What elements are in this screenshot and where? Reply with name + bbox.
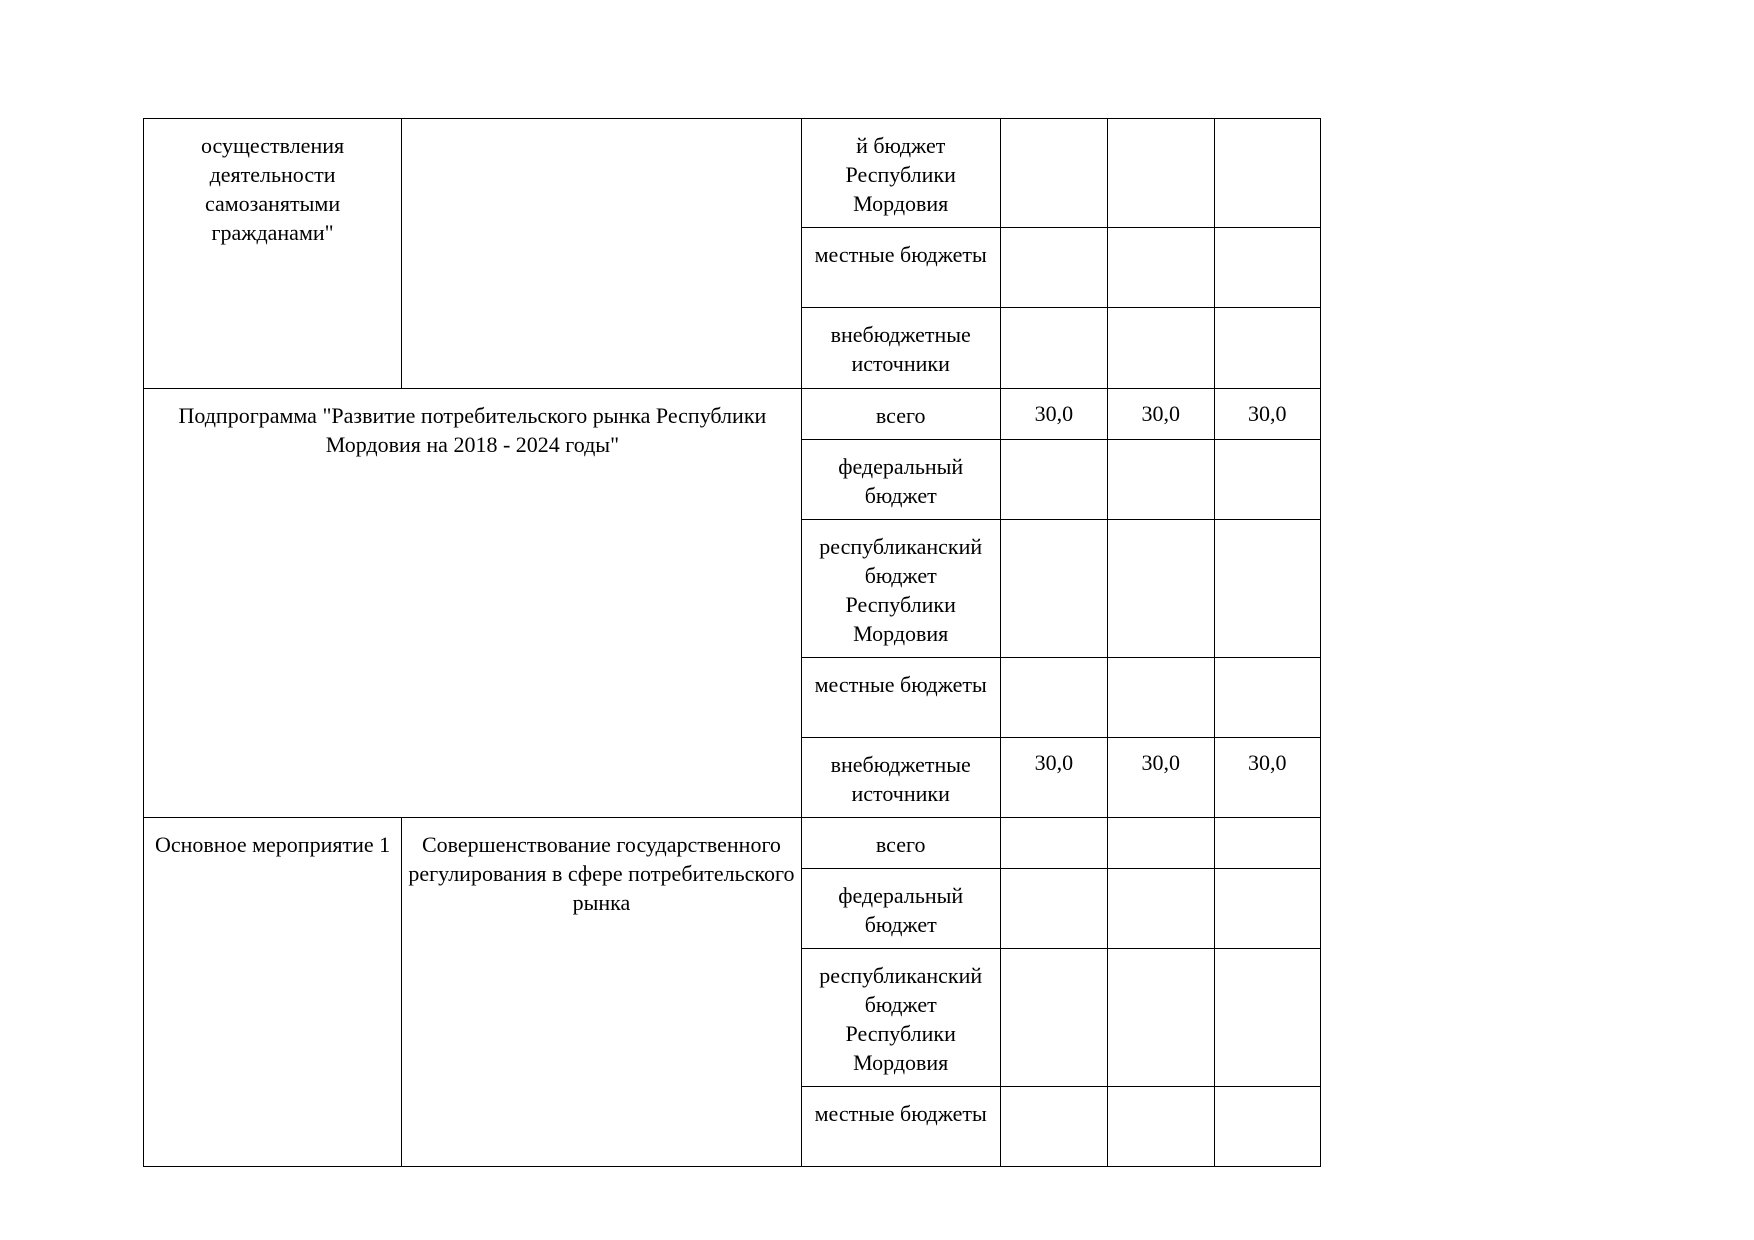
value-cell [1108, 119, 1214, 228]
value-cell [1214, 228, 1320, 308]
value-cell [1108, 520, 1214, 658]
funding-source-cell: республиканский бюджет Республики Мордовия [801, 949, 1000, 1087]
value-cell: 30,0 [1000, 389, 1107, 440]
funding-source-cell: всего [801, 818, 1000, 869]
value-cell: 30,0 [1214, 389, 1320, 440]
value-cell [1000, 119, 1107, 228]
program-name-cell: осуществления деятельности самозанятыми гражданами" [144, 119, 402, 389]
value-cell [1108, 818, 1214, 869]
value-cell [1214, 1087, 1320, 1167]
value-cell [1214, 869, 1320, 949]
value-cell [1108, 869, 1214, 949]
table-row [144, 389, 1321, 440]
value-cell [1000, 228, 1107, 308]
value-cell [1000, 818, 1107, 869]
funding-source-cell: всего [801, 389, 1000, 440]
value-cell [1108, 228, 1214, 308]
value-cell [1000, 440, 1107, 520]
value-cell [1000, 869, 1107, 949]
value-cell [1214, 949, 1320, 1087]
value-cell: 30,0 [1000, 738, 1107, 818]
table-row [144, 818, 1321, 869]
value-cell [1000, 658, 1107, 738]
value-cell [1000, 949, 1107, 1087]
value-cell [1214, 818, 1320, 869]
value-cell [1108, 440, 1214, 520]
program-description-cell [402, 119, 802, 389]
funding-source-cell: федеральный бюджет [801, 440, 1000, 520]
value-cell [1000, 1087, 1107, 1167]
measure-description-cell: Совершенствование государственного регулирования в сфере потребительского рынка [402, 818, 802, 1167]
value-cell [1214, 658, 1320, 738]
value-cell: 30,0 [1108, 738, 1214, 818]
value-cell [1108, 1087, 1214, 1167]
value-cell [1000, 520, 1107, 658]
value-cell [1108, 949, 1214, 1087]
funding-source-cell: местные бюджеты [801, 1087, 1000, 1167]
value-cell [1108, 308, 1214, 389]
measure-name-cell: Основное мероприятие 1 [144, 818, 402, 1167]
funding-source-cell: местные бюджеты [801, 228, 1000, 308]
value-cell: 30,0 [1214, 738, 1320, 818]
funding-source-cell: й бюджет Республики Мордовия [801, 119, 1000, 228]
funding-source-cell: федеральный бюджет [801, 869, 1000, 949]
value-cell [1214, 520, 1320, 658]
value-cell [1214, 119, 1320, 228]
value-cell [1108, 658, 1214, 738]
value-cell [1214, 308, 1320, 389]
funding-source-cell: республиканский бюджет Республики Мордовия [801, 520, 1000, 658]
budget-table [143, 118, 1321, 1167]
subprogram-title-cell: Подпрограмма "Развитие потребительского рынка Республики Мордовия на 2018 - 2024 годы" [144, 389, 802, 818]
funding-source-cell: местные бюджеты [801, 658, 1000, 738]
value-cell [1000, 308, 1107, 389]
funding-source-cell: внебюджетные источники [801, 738, 1000, 818]
value-cell: 30,0 [1108, 389, 1214, 440]
value-cell [1214, 440, 1320, 520]
funding-source-cell: внебюджетные источники [801, 308, 1000, 389]
table-row [144, 119, 1321, 228]
